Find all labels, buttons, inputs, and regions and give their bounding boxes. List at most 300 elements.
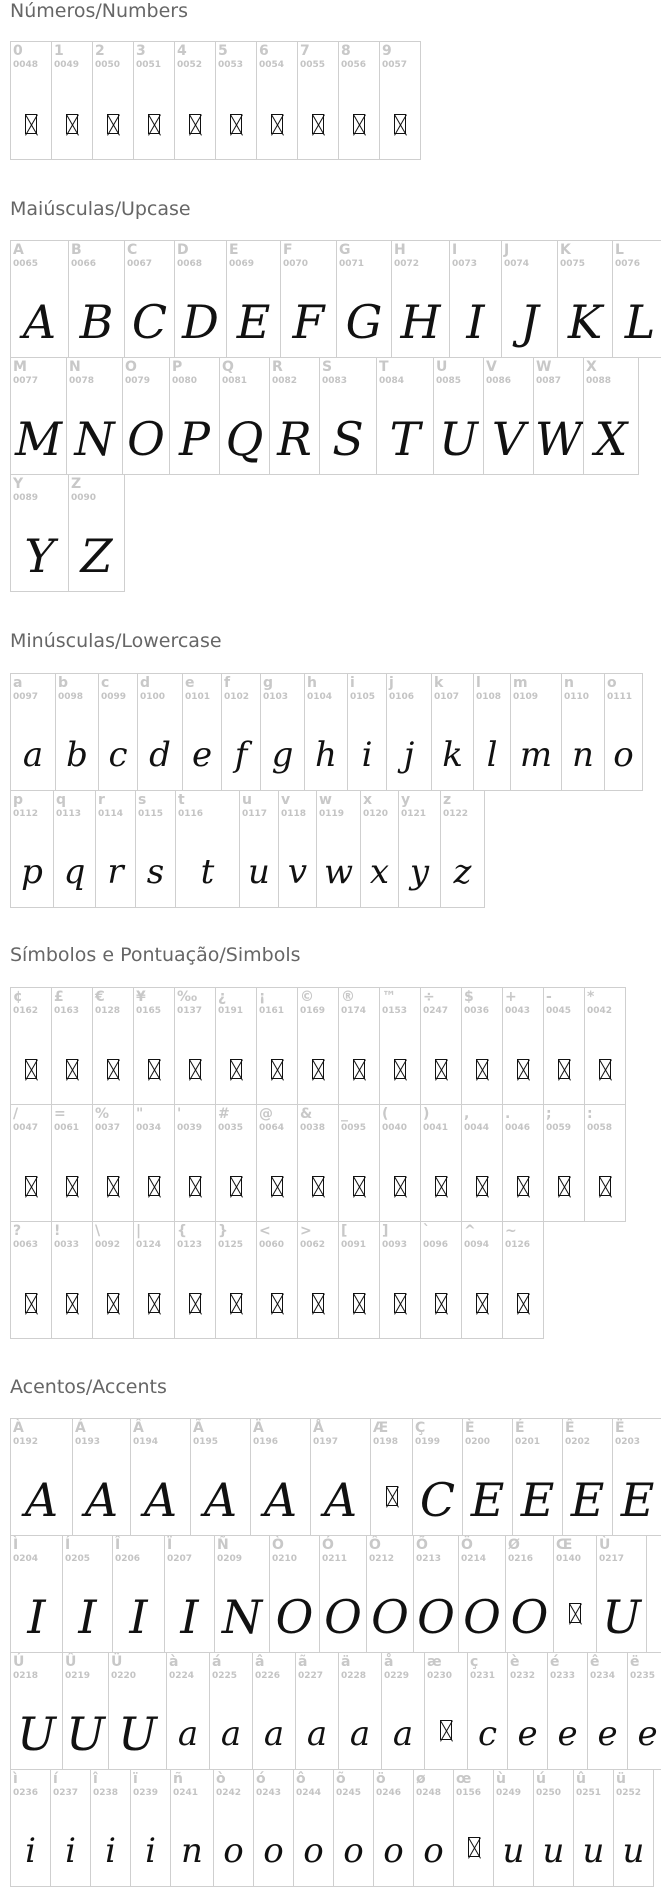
glyph-cell bbox=[412, 1418, 463, 1536]
glyph-code-label: 0047 bbox=[13, 1123, 39, 1133]
glyph-code-label: 0062 bbox=[300, 1240, 326, 1250]
glyph-character-label: b bbox=[58, 675, 69, 691]
missing-glyph-icon bbox=[25, 1059, 37, 1079]
glyph-code-label: 0220 bbox=[111, 1671, 137, 1681]
glyph-cell bbox=[379, 41, 421, 160]
glyph-cell bbox=[461, 1221, 503, 1339]
glyph-cell bbox=[10, 1418, 73, 1536]
glyph-character-label: T bbox=[379, 359, 389, 375]
missing-glyph-icon bbox=[476, 1293, 488, 1313]
glyph-character-label: ë bbox=[630, 1654, 640, 1670]
glyph-character-label: ` bbox=[423, 1223, 430, 1239]
glyph-cell bbox=[174, 1221, 216, 1339]
missing-glyph-icon bbox=[312, 1293, 324, 1313]
glyph-code-label: 0156 bbox=[456, 1788, 482, 1798]
glyph-sample: o bbox=[303, 1831, 324, 1871]
glyph-code-label: 0118 bbox=[281, 809, 307, 819]
glyph-sample: I bbox=[27, 1590, 46, 1644]
glyph-cell bbox=[461, 987, 503, 1105]
glyph-code-label: 0245 bbox=[336, 1788, 362, 1798]
missing-glyph-icon bbox=[435, 1176, 447, 1196]
glyph-code-label: 0248 bbox=[416, 1788, 442, 1798]
missing-glyph-icon bbox=[312, 1059, 324, 1079]
glyph-character-label: ÷ bbox=[423, 989, 435, 1005]
glyph-character-label: | bbox=[136, 1223, 142, 1239]
glyph-cell bbox=[239, 790, 279, 908]
missing-glyph-icon bbox=[440, 1720, 452, 1740]
glyph-sample: E bbox=[620, 1473, 655, 1527]
glyph-sample: r bbox=[107, 852, 124, 892]
glyph-cell bbox=[370, 1418, 413, 1536]
glyph-sample: L bbox=[624, 295, 656, 349]
glyph-character-label: K bbox=[560, 242, 571, 258]
glyph-character-label: ] bbox=[382, 1223, 389, 1239]
glyph-sample: O bbox=[127, 412, 165, 466]
glyph-code-label: 0236 bbox=[13, 1788, 39, 1798]
glyph-sample: w bbox=[323, 852, 354, 892]
glyph-character-label: ò bbox=[216, 1771, 226, 1787]
glyph-character-label: Á bbox=[75, 1420, 86, 1436]
missing-glyph-icon bbox=[148, 1293, 160, 1313]
glyph-cell bbox=[295, 1652, 339, 1770]
missing-glyph-icon bbox=[558, 1059, 570, 1079]
glyph-cell bbox=[561, 673, 605, 791]
glyph-code-label: 0108 bbox=[476, 692, 502, 702]
glyph-cell bbox=[297, 41, 339, 160]
glyph-sample: H bbox=[400, 295, 441, 349]
glyph-sample: n bbox=[181, 1831, 203, 1871]
missing-glyph-icon bbox=[394, 1293, 406, 1313]
glyph-code-label: 0249 bbox=[496, 1788, 522, 1798]
glyph-sample: T bbox=[389, 412, 421, 466]
glyph-sample: K bbox=[567, 295, 603, 349]
glyph-cell bbox=[175, 790, 240, 908]
glyph-cell bbox=[122, 357, 170, 475]
glyph-character-label: # bbox=[218, 1106, 230, 1122]
missing-glyph-icon bbox=[312, 1176, 324, 1196]
glyph-cell bbox=[280, 240, 337, 358]
glyph-code-label: 0229 bbox=[384, 1671, 410, 1681]
glyph-sample: O bbox=[463, 1590, 501, 1644]
glyph-character-label: + bbox=[505, 989, 517, 1005]
missing-glyph-icon bbox=[271, 1059, 283, 1079]
glyph-code-label: 0122 bbox=[443, 809, 469, 819]
glyph-cell bbox=[461, 1104, 503, 1222]
glyph-code-label: 0095 bbox=[341, 1123, 367, 1133]
glyph-sample: z bbox=[453, 852, 472, 892]
glyph-character-label: Ô bbox=[369, 1537, 381, 1553]
glyph-cell bbox=[68, 474, 125, 592]
glyph-sample: d bbox=[149, 735, 171, 775]
glyph-character-label: H bbox=[394, 242, 406, 258]
missing-glyph-icon bbox=[107, 1059, 119, 1079]
glyph-cell bbox=[483, 357, 534, 475]
glyph-cell bbox=[453, 1769, 494, 1887]
glyph-character-label: < bbox=[259, 1223, 271, 1239]
glyph-character-label: o bbox=[607, 675, 617, 691]
missing-glyph-icon bbox=[107, 1293, 119, 1313]
glyph-sample: W bbox=[534, 412, 583, 466]
glyph-code-label: 0097 bbox=[13, 692, 39, 702]
glyph-sample: p bbox=[21, 852, 43, 892]
glyph-code-label: 0042 bbox=[587, 1006, 613, 1016]
glyph-cell bbox=[72, 1418, 131, 1536]
glyph-sample: n bbox=[572, 735, 594, 775]
glyph-cell bbox=[92, 987, 134, 1105]
glyph-cell bbox=[174, 240, 227, 358]
glyph-cell bbox=[219, 357, 270, 475]
glyph-cell bbox=[449, 240, 502, 358]
missing-glyph-icon bbox=[599, 1176, 611, 1196]
glyph-code-label: 0112 bbox=[13, 809, 39, 819]
glyph-character-label: & bbox=[300, 1106, 313, 1122]
glyph-cell bbox=[10, 1652, 63, 1770]
glyph-character-label: ‰ bbox=[177, 989, 198, 1005]
glyph-sample: e bbox=[597, 1714, 618, 1754]
glyph-cell bbox=[573, 1769, 614, 1887]
glyph-cell bbox=[51, 41, 93, 160]
glyph-cell bbox=[379, 1221, 421, 1339]
glyph-cell bbox=[604, 673, 643, 791]
glyph-character-label: Â bbox=[133, 1420, 144, 1436]
glyph-code-label: 0054 bbox=[259, 60, 285, 70]
glyph-cell bbox=[338, 1104, 380, 1222]
glyph-code-label: 0036 bbox=[464, 1006, 490, 1016]
glyph-character-label: Ê bbox=[565, 1420, 575, 1436]
glyph-cell bbox=[493, 1769, 534, 1887]
glyph-character-label: ø bbox=[416, 1771, 426, 1787]
glyph-character-label: - bbox=[546, 989, 552, 1005]
glyph-sample: U bbox=[602, 1590, 641, 1644]
glyph-sample: O bbox=[371, 1590, 409, 1644]
glyph-code-label: 0077 bbox=[13, 376, 39, 386]
missing-glyph-icon bbox=[189, 114, 201, 134]
missing-glyph-icon bbox=[353, 1176, 365, 1196]
missing-glyph-icon bbox=[394, 1176, 406, 1196]
glyph-code-label: 0092 bbox=[95, 1240, 121, 1250]
glyph-code-label: 0101 bbox=[185, 692, 211, 702]
glyph-character-label: 3 bbox=[136, 43, 146, 59]
glyph-cell bbox=[90, 1769, 131, 1887]
glyph-code-label: 0085 bbox=[436, 376, 462, 386]
glyph-cell bbox=[133, 987, 175, 1105]
glyph-character-label: F bbox=[283, 242, 293, 258]
glyph-code-label: 0205 bbox=[65, 1554, 91, 1564]
glyph-cell bbox=[124, 240, 175, 358]
glyph-sample: y bbox=[409, 852, 430, 892]
glyph-cell bbox=[278, 790, 317, 908]
glyph-code-label: 0234 bbox=[590, 1671, 616, 1681]
glyph-sample: i bbox=[25, 1831, 36, 1871]
glyph-code-label: 0227 bbox=[298, 1671, 324, 1681]
missing-glyph-icon bbox=[25, 1293, 37, 1313]
missing-glyph-icon bbox=[394, 1059, 406, 1079]
glyph-sample: U bbox=[17, 1707, 56, 1761]
glyph-character-label: u bbox=[242, 792, 252, 808]
glyph-code-label: 0210 bbox=[272, 1554, 298, 1564]
glyph-character-label: ^ bbox=[464, 1223, 476, 1239]
glyph-cell bbox=[386, 673, 432, 791]
glyph-code-label: 0089 bbox=[13, 493, 39, 503]
glyph-cell bbox=[250, 1418, 311, 1536]
glyph-cell bbox=[297, 1104, 339, 1222]
glyph-cell bbox=[10, 1221, 52, 1339]
glyph-sample: a bbox=[306, 1714, 328, 1754]
glyph-cell bbox=[458, 1535, 506, 1653]
missing-glyph-icon bbox=[353, 114, 365, 134]
glyph-sample: A bbox=[24, 1473, 59, 1527]
glyph-cell bbox=[347, 673, 387, 791]
glyph-character-label: © bbox=[300, 989, 314, 1005]
glyph-character-label: z bbox=[443, 792, 452, 808]
glyph-sample: x bbox=[369, 852, 390, 892]
glyph-character-label: ® bbox=[341, 989, 355, 1005]
glyph-character-label: Ï bbox=[167, 1537, 173, 1553]
glyph-code-label: 0206 bbox=[115, 1554, 141, 1564]
glyph-cell bbox=[379, 1104, 421, 1222]
glyph-character-label: ~ bbox=[505, 1223, 517, 1239]
glyph-cell bbox=[62, 1535, 113, 1653]
glyph-code-label: 0233 bbox=[550, 1671, 576, 1681]
glyph-cell bbox=[253, 1769, 294, 1887]
glyph-cell bbox=[133, 1221, 175, 1339]
glyph-character-label: Ù bbox=[599, 1537, 611, 1553]
glyph-code-label: 0065 bbox=[13, 259, 39, 269]
glyph-sample: u bbox=[582, 1831, 605, 1871]
glyph-code-label: 0241 bbox=[173, 1788, 199, 1798]
glyph-code-label: 0043 bbox=[505, 1006, 531, 1016]
glyph-code-label: 0116 bbox=[178, 809, 204, 819]
glyph-code-label: 0161 bbox=[259, 1006, 285, 1016]
missing-glyph-icon bbox=[230, 1293, 242, 1313]
glyph-code-label: 0080 bbox=[172, 376, 198, 386]
glyph-code-label: 0165 bbox=[136, 1006, 162, 1016]
glyph-cell bbox=[174, 1104, 216, 1222]
glyph-code-label: 0123 bbox=[177, 1240, 203, 1250]
glyph-character-label: y bbox=[401, 792, 411, 808]
glyph-sample: o bbox=[613, 735, 634, 775]
glyph-character-label: ê bbox=[590, 1654, 600, 1670]
glyph-character-label: à bbox=[169, 1654, 179, 1670]
glyph-code-label: 0102 bbox=[224, 692, 250, 702]
glyph-character-label: A bbox=[13, 242, 24, 258]
glyph-code-label: 0231 bbox=[470, 1671, 496, 1681]
glyph-character-label: Î bbox=[115, 1537, 121, 1553]
glyph-character-label: S bbox=[322, 359, 333, 375]
glyph-character-label: N bbox=[69, 359, 81, 375]
section-title: Maiúsculas/Upcase bbox=[10, 198, 191, 220]
glyph-code-label: 0040 bbox=[382, 1123, 408, 1133]
glyph-code-label: 0214 bbox=[461, 1554, 487, 1564]
glyph-character-label: h bbox=[307, 675, 317, 691]
glyph-character-label: ™ bbox=[382, 989, 396, 1005]
glyph-code-label: 0058 bbox=[587, 1123, 613, 1133]
glyph-code-label: 0098 bbox=[58, 692, 84, 702]
glyph-sample: E bbox=[470, 1473, 505, 1527]
glyph-code-label: 0196 bbox=[253, 1437, 279, 1447]
glyph-cell bbox=[214, 1535, 270, 1653]
glyph-character-label: € bbox=[95, 989, 105, 1005]
glyph-cell bbox=[431, 673, 474, 791]
section-title: Símbolos e Pontuação/Simbols bbox=[10, 944, 301, 966]
glyph-sample: P bbox=[179, 412, 210, 466]
glyph-character-label: U bbox=[436, 359, 448, 375]
glyph-character-label: é bbox=[550, 1654, 560, 1670]
glyph-code-label: 0202 bbox=[565, 1437, 591, 1447]
glyph-cell bbox=[587, 1652, 628, 1770]
glyph-character-label: ï bbox=[133, 1771, 138, 1787]
glyph-code-label: 0213 bbox=[416, 1554, 442, 1564]
missing-glyph-icon bbox=[271, 114, 283, 134]
glyph-character-label: Q bbox=[222, 359, 234, 375]
glyph-character-label: ' bbox=[177, 1106, 182, 1122]
glyph-code-label: 0195 bbox=[193, 1437, 219, 1447]
glyph-character-label: ñ bbox=[173, 1771, 183, 1787]
glyph-cell bbox=[507, 1652, 548, 1770]
glyph-sample: N bbox=[74, 412, 115, 466]
glyph-code-label: 0105 bbox=[350, 692, 376, 702]
glyph-code-label: 0064 bbox=[259, 1123, 285, 1133]
glyph-code-label: 0076 bbox=[615, 259, 641, 269]
glyph-character-label: D bbox=[177, 242, 189, 258]
glyph-cell bbox=[108, 1652, 167, 1770]
glyph-sample: g bbox=[271, 735, 294, 775]
glyph-character-label: s bbox=[138, 792, 147, 808]
glyph-cell bbox=[376, 357, 434, 475]
missing-glyph-icon bbox=[107, 1176, 119, 1196]
glyph-code-label: 0191 bbox=[218, 1006, 244, 1016]
glyph-code-label: 0198 bbox=[373, 1437, 399, 1447]
missing-glyph-icon bbox=[435, 1293, 447, 1313]
missing-glyph-icon bbox=[189, 1293, 201, 1313]
glyph-cell bbox=[260, 673, 305, 791]
glyph-code-label: 0153 bbox=[382, 1006, 408, 1016]
glyph-character-label: g bbox=[263, 675, 274, 691]
glyph-code-label: 0056 bbox=[341, 60, 367, 70]
glyph-code-label: 0091 bbox=[341, 1240, 367, 1250]
section-title: Acentos/Accents bbox=[10, 1376, 167, 1398]
glyph-sample: V bbox=[491, 412, 526, 466]
glyph-sample: E bbox=[520, 1473, 555, 1527]
glyph-cell bbox=[336, 240, 392, 358]
glyph-code-label: 0226 bbox=[255, 1671, 281, 1681]
glyph-character-label: \ bbox=[95, 1223, 101, 1239]
glyph-character-label: Œ bbox=[556, 1537, 573, 1553]
glyph-sample: e bbox=[637, 1714, 658, 1754]
glyph-sample: a bbox=[263, 1714, 285, 1754]
glyph-sample: m bbox=[519, 735, 553, 775]
glyph-character-label: 6 bbox=[259, 43, 269, 59]
glyph-code-label: 0251 bbox=[576, 1788, 602, 1798]
glyph-cell bbox=[10, 474, 69, 592]
glyph-cell bbox=[92, 1104, 134, 1222]
glyph-code-label: 0207 bbox=[167, 1554, 193, 1564]
glyph-character-label: á bbox=[212, 1654, 222, 1670]
missing-glyph-icon bbox=[148, 114, 160, 134]
glyph-code-label: 0204 bbox=[13, 1554, 39, 1564]
glyph-cell bbox=[297, 987, 339, 1105]
glyph-character-label: £ bbox=[54, 989, 64, 1005]
glyph-character-label: / bbox=[13, 1106, 19, 1122]
glyph-cell bbox=[316, 790, 361, 908]
glyph-sample: o bbox=[423, 1831, 444, 1871]
glyph-character-label: Õ bbox=[416, 1537, 428, 1553]
glyph-cell bbox=[424, 1652, 468, 1770]
glyph-code-label: 0055 bbox=[300, 60, 326, 70]
glyph-sample: O bbox=[417, 1590, 455, 1644]
glyph-character-label: ; bbox=[546, 1106, 552, 1122]
glyph-cell bbox=[557, 240, 613, 358]
glyph-character-label: I bbox=[452, 242, 458, 258]
glyph-cell bbox=[613, 1769, 654, 1887]
glyph-character-label: $ bbox=[464, 989, 474, 1005]
glyph-character-label: Ü bbox=[111, 1654, 123, 1670]
glyph-code-label: 0217 bbox=[599, 1554, 625, 1564]
glyph-sample: i bbox=[65, 1831, 76, 1871]
glyph-sample: E bbox=[570, 1473, 605, 1527]
glyph-character-label: Ò bbox=[272, 1537, 284, 1553]
glyph-character-label: 2 bbox=[95, 43, 105, 59]
glyph-sample: o bbox=[383, 1831, 404, 1871]
glyph-cell bbox=[319, 357, 377, 475]
glyph-sample: q bbox=[63, 852, 86, 892]
missing-glyph-icon bbox=[230, 1176, 242, 1196]
glyph-sample: U bbox=[66, 1707, 105, 1761]
glyph-code-label: 0046 bbox=[505, 1123, 531, 1133]
glyph-character-label: Ó bbox=[322, 1537, 334, 1553]
glyph-sample: O bbox=[324, 1590, 362, 1644]
glyph-character-label: > bbox=[300, 1223, 312, 1239]
glyph-code-label: 0192 bbox=[13, 1437, 39, 1447]
glyph-character-label: j bbox=[389, 675, 394, 691]
glyph-code-label: 0045 bbox=[546, 1006, 572, 1016]
glyph-character-label: i bbox=[350, 675, 355, 691]
glyph-sample: I bbox=[78, 1590, 97, 1644]
glyph-sample: A bbox=[84, 1473, 119, 1527]
missing-glyph-icon bbox=[558, 1176, 570, 1196]
glyph-code-label: 0100 bbox=[140, 692, 166, 702]
glyph-character-label: : bbox=[587, 1106, 593, 1122]
glyph-cell bbox=[10, 1769, 51, 1887]
glyph-character-label: " bbox=[136, 1106, 144, 1122]
glyph-code-label: 0243 bbox=[256, 1788, 282, 1798]
glyph-character-label: % bbox=[95, 1106, 110, 1122]
glyph-code-label: 0041 bbox=[423, 1123, 449, 1133]
glyph-character-label: q bbox=[56, 792, 67, 808]
glyph-code-label: 0048 bbox=[13, 60, 39, 70]
glyph-code-label: 0103 bbox=[263, 692, 289, 702]
glyph-code-label: 0113 bbox=[56, 809, 82, 819]
glyph-sample: A bbox=[263, 1473, 298, 1527]
glyph-code-label: 0121 bbox=[401, 809, 427, 819]
glyph-code-label: 0078 bbox=[69, 376, 95, 386]
glyph-sample: D bbox=[182, 295, 219, 349]
glyph-sample: a bbox=[392, 1714, 414, 1754]
glyph-code-label: 0137 bbox=[177, 1006, 203, 1016]
missing-glyph-icon bbox=[148, 1059, 160, 1079]
glyph-character-label: X bbox=[586, 359, 597, 375]
glyph-character-label: R bbox=[272, 359, 283, 375]
glyph-code-label: 0218 bbox=[13, 1671, 39, 1681]
glyph-cell bbox=[10, 987, 52, 1105]
glyph-character-label: â bbox=[255, 1654, 265, 1670]
glyph-sample: Q bbox=[225, 412, 264, 466]
glyph-code-label: 0084 bbox=[379, 376, 405, 386]
glyph-cell bbox=[55, 673, 99, 791]
glyph-cell bbox=[269, 1535, 320, 1653]
glyph-code-label: 0071 bbox=[339, 259, 365, 269]
missing-glyph-icon bbox=[189, 1059, 201, 1079]
